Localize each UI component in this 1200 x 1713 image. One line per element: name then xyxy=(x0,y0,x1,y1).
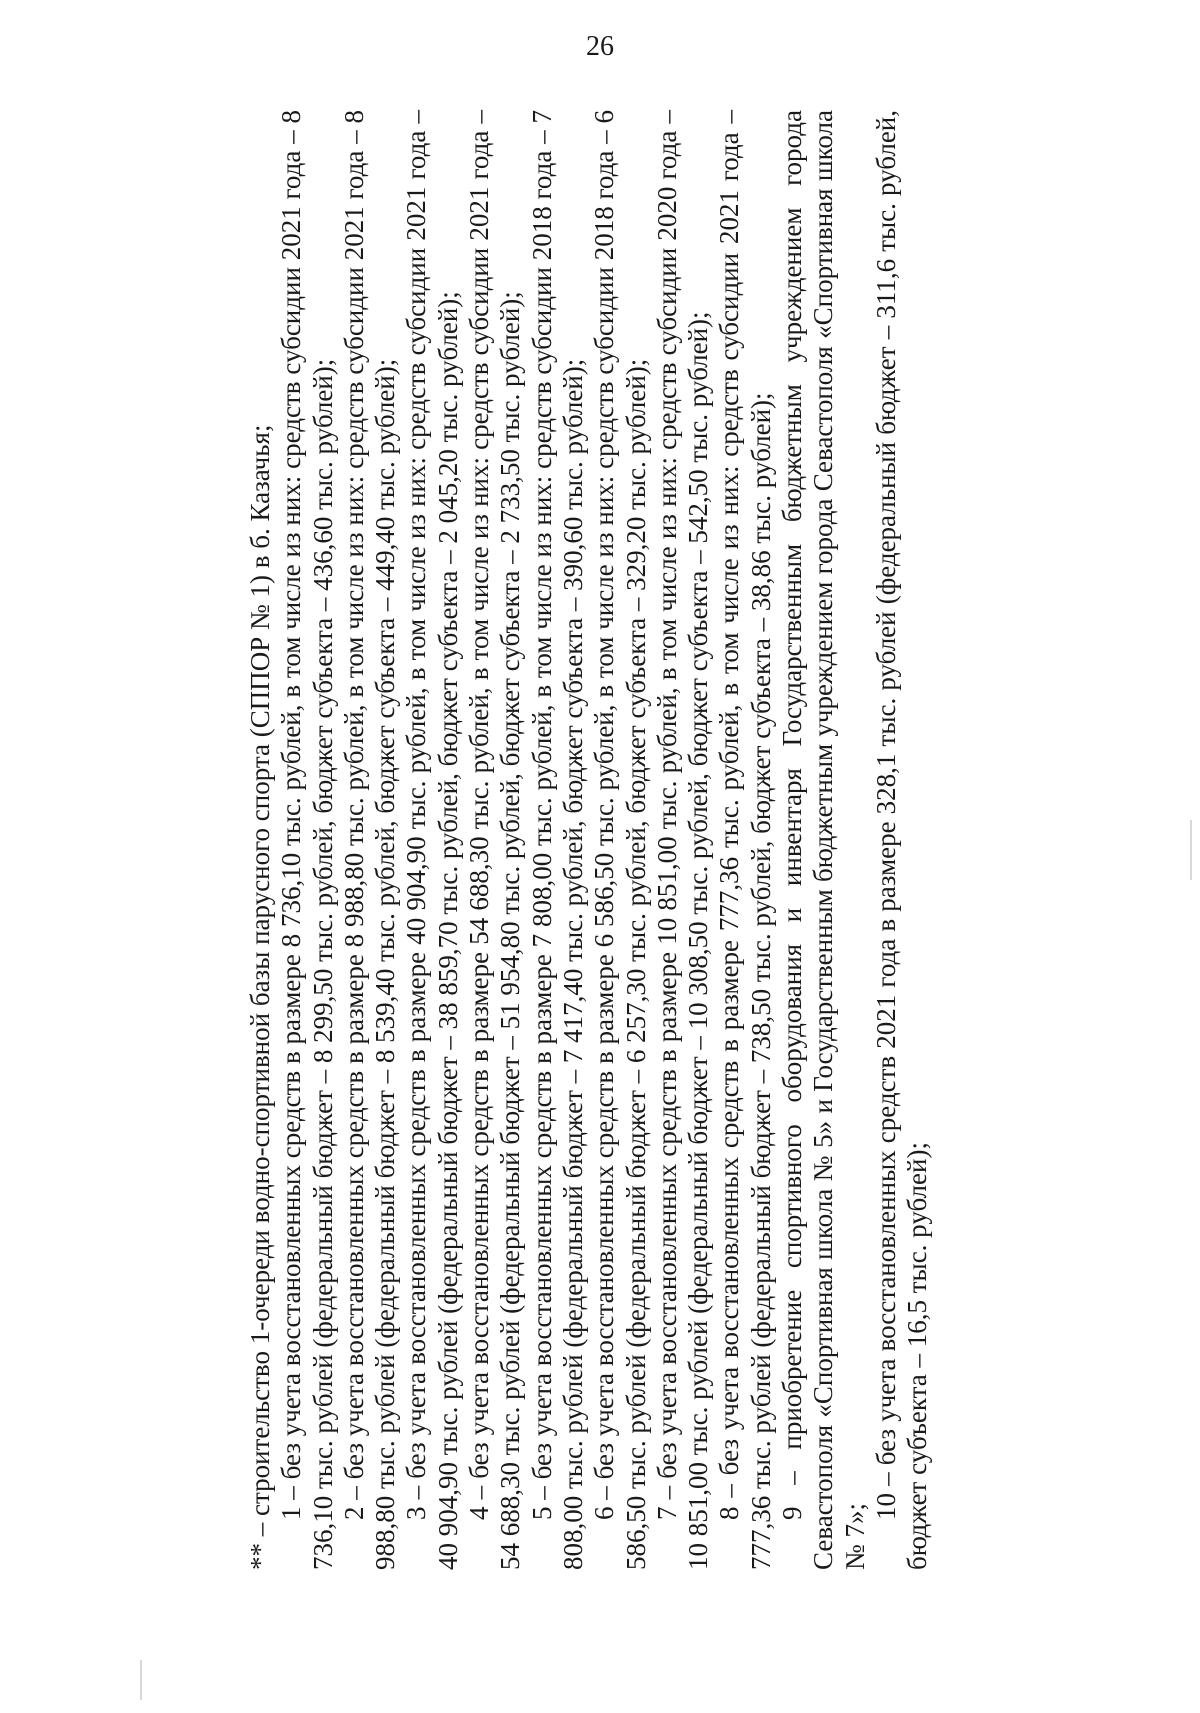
footnote-6: 6 – без учета восстановленных средств в размере 6 586,50 тыс. рублей, в том числе из них: средств субсидии 2018 года – 6 586,50 тыс. рублей (федеральный бюджет – 6 257,30 тыс. рублей, бюджет субъекта – 329,20 тыс. рублей); xyxy=(589,110,651,1570)
footnote-2: 2 – без учета восстановленных средств в размере 8 988,80 тыс. рублей, в том числе из них: средств субсидии 2021 года – 8 988,80 тыс. рублей (федеральный бюджет – 8 539,40 тыс. рублей, бюджет субъекта – 449,40 тыс. рублей); xyxy=(338,110,401,1570)
footnote-9: 9 – приобретение спортивного оборудования и инвентаря Государственным бюджетным учреждением города Севастополя «Спортивная школа № 5» и Государственным бюджетным учреждением города Севастополя «Спортивная школа № 7»; xyxy=(777,110,870,1570)
rotated-text-area xyxy=(245,110,1055,1570)
footnote-heading: ** – строительство 1-очереди водно-спортивной базы парусного спорта (СППОР № 1) в б. Казачья; xyxy=(245,424,275,1570)
footnote-8: 8 – без учета восстановленных средств в размере 777,36 тыс. рублей, в том числе из них: средств субсидии 2021 года – 777,36 тыс. рублей (федеральный бюджет – 738,50 тыс. рублей, бюджет субъекта – 38,86 тыс. рублей); xyxy=(714,110,776,1570)
scan-mark-left xyxy=(140,1660,142,1700)
footnotes-text-block xyxy=(245,110,934,1570)
footnote-3: 3 – без учета восстановленных средств в размере 40 904,90 тыс. рублей, в том числе из них: средств субсидии 2021 года – 40 904,90 тыс. рублей (федеральный бюджет – 38 859,70 тыс. рублей, бюджет субъекта – 2 045,20 тыс. рублей); xyxy=(401,110,463,1570)
footnote-10: 10 – без учета восстановленных средств 2021 года в размере 328,1 тыс. рублей (федеральный бюджет – 311,6 тыс. рублей, бюджет субъекта – 16,5 тыс. рублей); xyxy=(870,110,933,1570)
footnote-4: 4 – без учета восстановленных средств в размере 54 688,30 тыс. рублей, в том числе из них: средств субсидии 2021 года – 54 688,30 тыс. рублей (федеральный бюджет – 51 954,80 тыс. рублей, бюджет субъекта – 2 733,50 тыс. рублей); xyxy=(464,110,526,1570)
footnote-7: 7 – без учета восстановленных средств в размере 10 851,00 тыс. рублей, в том числе из них: средств субсидии 2020 года – 10 851,00 тыс. рублей (федеральный бюджет – 10 308,50 тыс. рублей, бюджет субъекта – 542,50 тыс. рублей); xyxy=(651,110,714,1570)
footnote-1: 1 – без учета восстановленных средств в размере 8 736,10 тыс. рублей, в том числе из них: средств субсидии 2021 года – 8 736,10 тыс. рублей (федеральный бюджет – 8 299,50 тыс. рублей, бюджет субъекта – 436,60 тыс. рублей); xyxy=(276,110,338,1570)
scan-mark-right xyxy=(1190,820,1192,880)
page-number: 26 xyxy=(586,31,614,62)
footnote-5: 5 – без учета восстановленных средств в размере 7 808,00 тыс. рублей, в том числе из них: средств субсидии 2018 года – 7 808,00 тыс. рублей (федеральный бюджет – 7 417,40 тыс. рублей, бюджет субъекта – 390,60 тыс. рублей); xyxy=(526,110,588,1570)
